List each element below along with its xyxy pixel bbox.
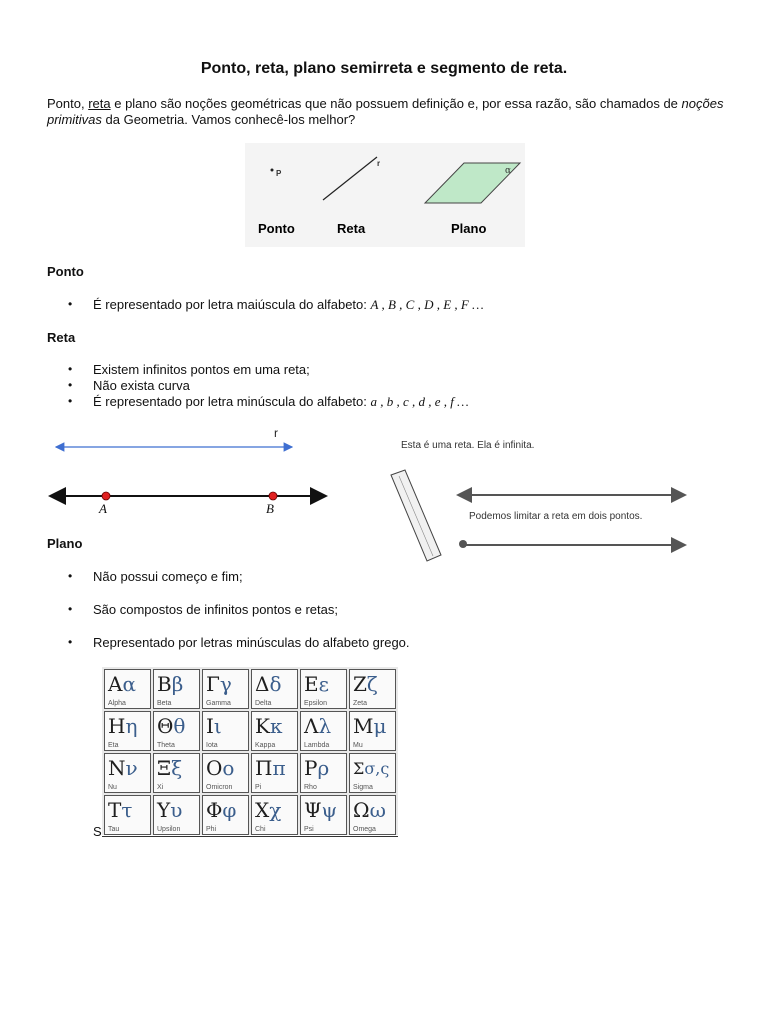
greek-uppercase: Π (255, 756, 273, 780)
ponto-bullet-1-math: A , B , C , D , E , F … (370, 297, 484, 312)
greek-name: Phi (206, 826, 217, 833)
greek-lowercase: α (122, 672, 136, 696)
greek-name: Eta (108, 742, 119, 749)
greek-cell (202, 711, 249, 751)
greek-cell (202, 669, 249, 709)
greek-uppercase: Θ (157, 714, 174, 738)
greek-uppercase: Χ (255, 798, 270, 822)
greek-grid (104, 669, 396, 835)
greek-uppercase: Λ (304, 714, 319, 738)
heading-plano: Plano (47, 536, 83, 551)
greek-glyphs (206, 672, 232, 696)
heading-ponto: Ponto (47, 264, 84, 279)
greek-glyphs (353, 798, 386, 822)
greek-glyphs (108, 714, 137, 738)
greek-lowercase: ν (125, 756, 138, 780)
greek-name: Sigma (353, 784, 373, 791)
greek-cell (202, 795, 249, 835)
greek-lowercase: ξ (171, 756, 183, 780)
greek-name: Psi (304, 826, 314, 833)
greek-uppercase: Μ (353, 714, 374, 738)
greek-cell (251, 711, 298, 751)
greek-name: Alpha (108, 700, 126, 707)
greek-name: Rho (304, 784, 317, 791)
greek-name: Xi (157, 784, 164, 791)
greek-uppercase: Ο (206, 756, 223, 780)
page-title: Ponto, reta, plano semirreta e segmento de reta. (200, 60, 568, 77)
ponto-bullet-1-text (93, 297, 484, 313)
greek-glyphs (206, 756, 234, 780)
note-top: Esta é uma reta. Ela é infinita. (401, 440, 535, 451)
line-label: r (377, 159, 381, 168)
line-r (323, 157, 377, 200)
greek-lowercase: θ (173, 714, 186, 738)
greek-lowercase: γ (219, 672, 232, 696)
greek-name: Delta (255, 700, 272, 707)
greek-glyphs (108, 672, 136, 696)
greek-lowercase: δ (269, 672, 282, 696)
trailing-underline (102, 836, 398, 837)
ponto-bullet-1-label: É representado por letra maiúscula do alfabeto: (93, 297, 371, 312)
plano-bullet-3-text: Representado por letras minúsculas do alfabeto grego. (93, 635, 410, 650)
greek-glyphs (255, 756, 286, 780)
greek-cell (104, 795, 151, 835)
reta-bullet-3-wrap (93, 394, 469, 410)
figure1-svg (245, 143, 525, 247)
greek-cell (300, 753, 347, 793)
greek-name: Kappa (255, 742, 276, 749)
greek-lowercase: π (272, 756, 286, 780)
greek-uppercase: Ρ (304, 756, 318, 780)
greek-uppercase: Γ (206, 672, 220, 696)
plano-bullet-2-text: São compostos de infinitos pontos e retas; (93, 602, 338, 617)
greek-cell (300, 711, 347, 751)
greek-glyphs (255, 672, 282, 696)
intro-part1: Ponto, (47, 96, 89, 111)
greek-glyphs (108, 756, 138, 780)
greek-name: Mu (353, 742, 363, 749)
greek-cell (349, 669, 396, 709)
figure-ruler-svg (383, 430, 693, 565)
greek-cell (104, 711, 151, 751)
intro-paragraph (47, 96, 737, 128)
greek-cell (251, 753, 298, 793)
greek-name: Chi (255, 826, 266, 833)
greek-lowercase: κ (269, 714, 283, 738)
greek-glyphs (353, 672, 378, 696)
greek-uppercase: Ω (353, 798, 370, 822)
greek-glyphs (255, 714, 282, 738)
greek-cell (153, 795, 200, 835)
reta-bullet-1-text: Existem infinitos pontos em uma reta; (93, 362, 310, 377)
greek-name: Iota (206, 742, 218, 749)
greek-uppercase: Ε (304, 672, 319, 696)
greek-lowercase: ω (369, 798, 386, 822)
greek-name: Nu (108, 784, 117, 791)
greek-uppercase: Ζ (353, 672, 367, 696)
greek-cell (251, 795, 298, 835)
greek-uppercase: Α (108, 672, 123, 696)
greek-uppercase: Ν (108, 756, 126, 780)
greek-name: Lambda (304, 742, 330, 749)
greek-uppercase: Η (108, 714, 126, 738)
greek-glyphs (157, 672, 183, 696)
greek-name: Theta (157, 742, 175, 749)
ruler-edge (399, 476, 433, 556)
greek-name: Pi (255, 784, 262, 791)
point-a (102, 492, 110, 500)
greek-glyphs (353, 759, 389, 778)
greek-cell (349, 711, 396, 751)
greek-lowercase: τ (121, 798, 133, 822)
greek-lowercase: β (171, 672, 184, 696)
caption-ponto: Ponto (258, 221, 295, 236)
greek-name: Tau (108, 826, 120, 833)
greek-lowercase: λ (318, 714, 332, 738)
intro-italic: noções primitivas (47, 96, 724, 127)
greek-alphabet-table (102, 667, 398, 835)
greek-lowercase: ι (213, 714, 222, 738)
point-a-label: A (99, 501, 107, 516)
greek-name: Zeta (353, 700, 368, 707)
intro-part3: da Geometria. Vamos conhecê-los melhor? (101, 112, 356, 127)
greek-cell (153, 711, 200, 751)
greek-uppercase: Τ (108, 798, 122, 822)
point-dot (271, 169, 274, 172)
greek-lowercase: ζ (366, 672, 378, 696)
greek-cell (300, 795, 347, 835)
trailing-letter: S (93, 824, 102, 839)
greek-uppercase: Σ (353, 759, 365, 778)
greek-lowercase: ε (318, 672, 329, 696)
greek-lowercase: ο (222, 756, 235, 780)
greek-glyphs (157, 756, 182, 780)
greek-lowercase: χ (269, 798, 282, 822)
greek-cell (349, 795, 396, 835)
greek-glyphs (353, 714, 386, 738)
greek-cell (104, 753, 151, 793)
intro-part2: e plano são noções geométricas que não possuem definição e, por essa razão, são chamados de (110, 96, 682, 111)
greek-name: Upsilon (157, 826, 181, 833)
greek-name: Omicron (206, 784, 233, 791)
greek-glyphs (304, 672, 329, 696)
greek-uppercase: Ι (206, 714, 214, 738)
greek-name: Beta (157, 700, 172, 707)
greek-cell (104, 669, 151, 709)
greek-glyphs (206, 798, 236, 822)
point-label: P (276, 169, 282, 178)
greek-name: Omega (353, 826, 376, 833)
greek-cell (300, 669, 347, 709)
reta-bullet-3-math: a , b , c , d , e , f … (370, 394, 469, 409)
point-b-label: B (266, 501, 274, 516)
reta-bullet-3-text: É representado por letra minúscula do alfabeto: (93, 394, 371, 409)
greek-glyphs (157, 714, 185, 738)
greek-uppercase: Ψ (304, 798, 322, 822)
greek-lowercase: η (125, 714, 138, 738)
greek-glyphs (108, 798, 132, 822)
greek-lowercase: μ (373, 714, 387, 738)
figure-ponto-reta-plano (245, 143, 525, 247)
greek-glyphs (206, 714, 222, 738)
greek-cell (202, 753, 249, 793)
note-middle: Podemos limitar a reta em dois pontos. (469, 511, 643, 522)
greek-glyphs (255, 798, 281, 822)
greek-uppercase: Ξ (157, 756, 172, 780)
greek-cell (153, 753, 200, 793)
greek-lowercase: φ (222, 798, 237, 822)
greek-lowercase: σ,ς (364, 759, 390, 778)
greek-glyphs (304, 798, 337, 822)
greek-lowercase: υ (170, 798, 183, 822)
reta-bullet-2-text: Não exista curva (93, 378, 190, 393)
greek-name: Epsilon (304, 700, 327, 707)
caption-reta: Reta (337, 221, 366, 236)
greek-uppercase: Φ (206, 798, 223, 822)
blue-line-label: r (274, 426, 278, 440)
greek-cell (153, 669, 200, 709)
greek-cell (251, 669, 298, 709)
figure-ruler (383, 430, 693, 565)
greek-glyphs (157, 798, 182, 822)
plane-label: α (505, 166, 512, 176)
greek-lowercase: ρ (317, 756, 330, 780)
greek-cell (349, 753, 396, 793)
figure2-svg (44, 424, 334, 518)
greek-uppercase: Κ (255, 714, 270, 738)
caption-plano: Plano (451, 221, 487, 236)
point-b (269, 492, 277, 500)
greek-uppercase: Υ (157, 798, 171, 822)
figure-line-ab (44, 424, 334, 518)
greek-uppercase: Δ (255, 672, 270, 696)
greek-lowercase: ψ (321, 798, 338, 822)
greek-glyphs (304, 756, 329, 780)
greek-name: Gamma (206, 700, 231, 707)
plano-bullet-1-text: Não possui começo e fim; (93, 569, 243, 584)
greek-uppercase: Β (157, 672, 172, 696)
greek-glyphs (304, 714, 331, 738)
heading-reta: Reta (47, 330, 76, 345)
intro-reta-underlined: reta (88, 96, 111, 111)
